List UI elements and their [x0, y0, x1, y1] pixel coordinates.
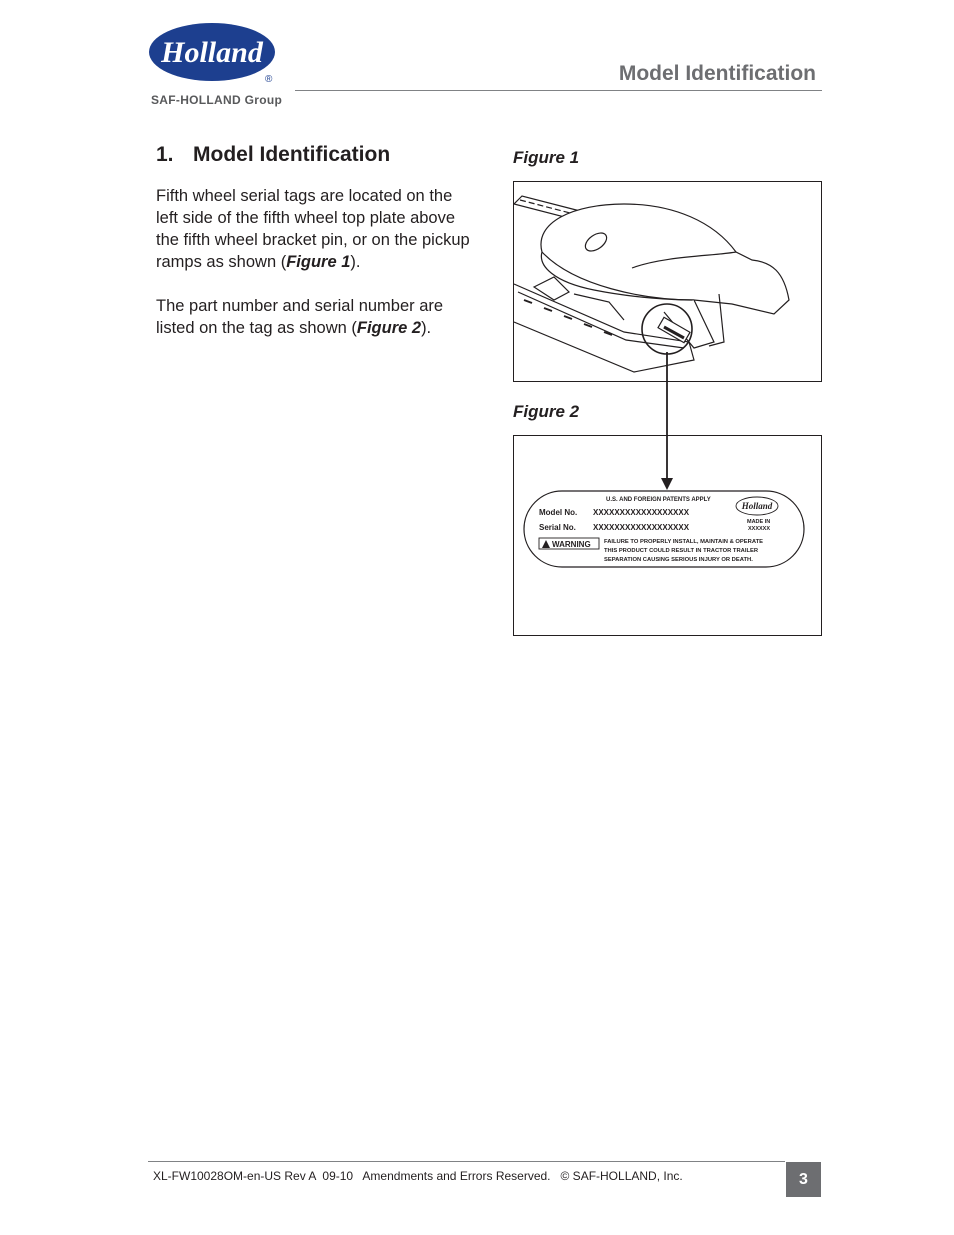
header-divider [295, 90, 822, 91]
figure2-illustration [513, 435, 822, 636]
group-name: SAF-HOLLAND Group [151, 93, 283, 107]
header-title: Model Identification [618, 62, 816, 85]
section-heading [156, 143, 390, 167]
figure1-label: Figure 1 [513, 148, 580, 167]
footer-text: XL-FW10028OM-en-US Rev A 09-10 Amendments and Errors Reserved. © SAF-HOLLAND, Inc. [153, 1169, 683, 1183]
paragraph-close: ). [421, 319, 432, 337]
tag-logo-text: Holland [741, 501, 773, 511]
tag-model-label: Model No. [539, 508, 578, 517]
tag-warning-line1: FAILURE TO PROPERLY INSTALL, MAINTAIN & OPERATE [604, 539, 763, 545]
tag-warning-line2: THIS PRODUCT COULD RESULT IN TRACTOR TRAILER [604, 548, 759, 554]
paragraph-text: Fifth wheel serial tags are located on the left side of the fifth wheel top plate above the fifth wheel bracket pin, or on the pickup ramps as shown ( [156, 187, 470, 271]
tag-made-in: MADE IN [747, 519, 771, 525]
figure2-reference[interactable]: Figure 2 [356, 319, 422, 337]
tag-warning: WARNING [552, 540, 591, 549]
paragraph-tag-info [156, 295, 476, 339]
tag-model-value: XXXXXXXXXXXXXXXXXX [593, 508, 690, 517]
figure2-label: Figure 2 [513, 402, 580, 421]
holland-logo [148, 22, 280, 86]
serial-tag-drawing [514, 436, 821, 635]
figure1-reference[interactable]: Figure 1 [286, 253, 351, 271]
tag-serial-label: Serial No. [539, 523, 576, 532]
logo-wordmark: Holland [161, 36, 263, 69]
paragraph-serial-location [156, 185, 476, 273]
paragraph-close: ). [350, 253, 361, 271]
tag-warning-line3: SEPARATION CAUSING SERIOUS INJURY OR DEATH. [604, 557, 753, 563]
tag-patents: U.S. AND FOREIGN PATENTS APPLY [606, 497, 711, 503]
section-number: 1. [156, 143, 174, 166]
tag-serial-value: XXXXXXXXXXXXXXXXXX [593, 523, 690, 532]
footer-divider [148, 1161, 785, 1162]
registered-mark: ® [265, 74, 273, 85]
paragraph-text: The part number and serial number are listed on the tag as shown ( [156, 297, 444, 337]
section-title: Model Identification [193, 143, 391, 166]
figure1-illustration [513, 181, 822, 382]
fifth-wheel-drawing [514, 182, 821, 381]
tag-made-in-value: XXXXXX [748, 526, 771, 532]
page-number: 3 [786, 1162, 821, 1197]
